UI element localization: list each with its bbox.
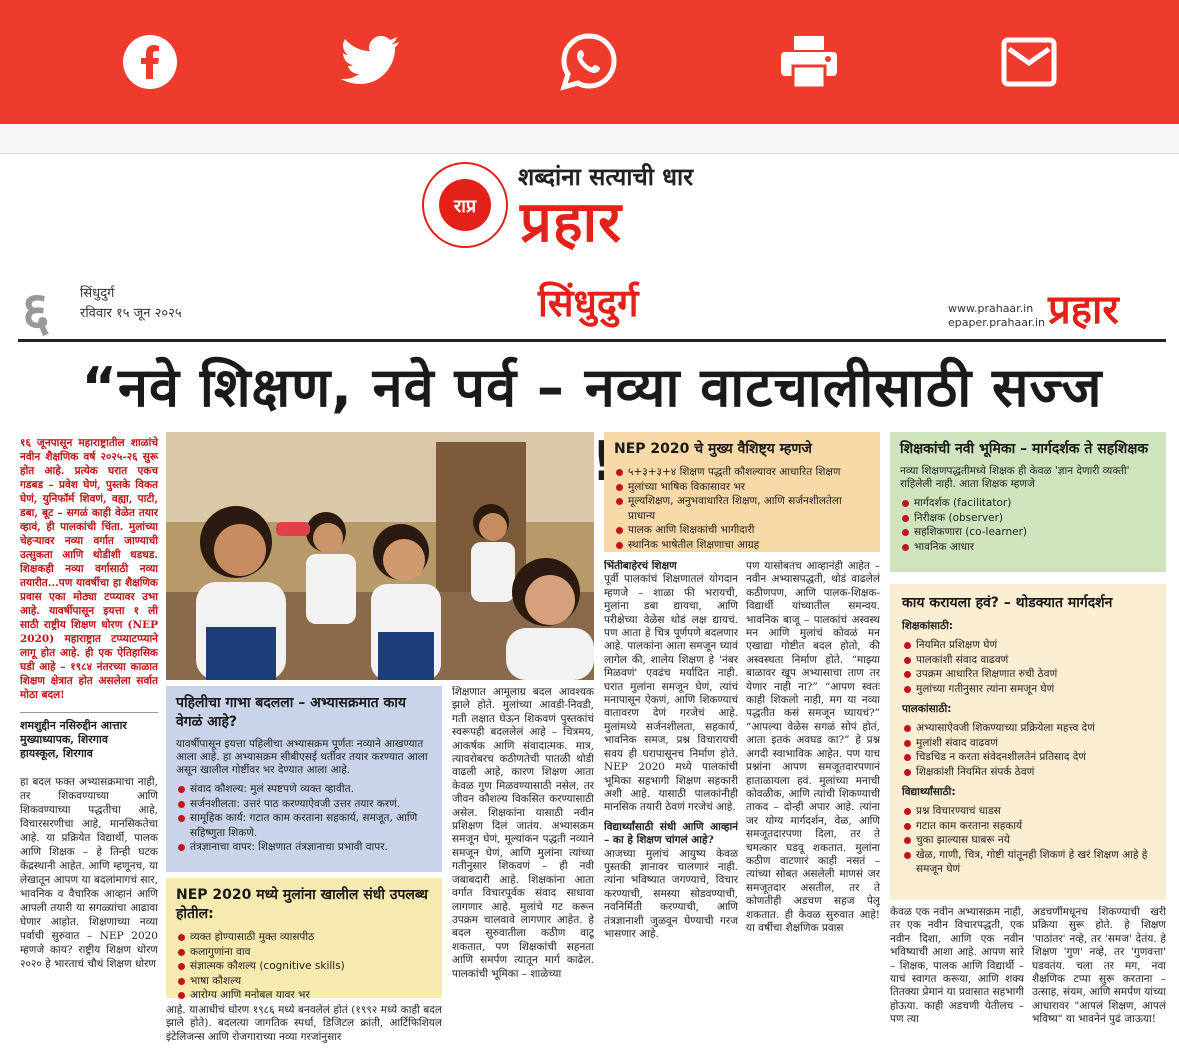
page-header	[18, 272, 1166, 342]
list-item: मुलांच्या गतीनुसार त्यांना समजून घेणं	[902, 682, 1154, 697]
author-name: शमशुद्दीन नसिरुद्दीन आत्तार	[20, 719, 127, 732]
masthead	[420, 160, 780, 255]
share-bar	[0, 0, 1179, 124]
box-text: यावर्षीपासून इयत्ता पहिलीचा अभ्यासक्रम पूर्णतः नव्याने आखण्यात आला आहे. हा अभ्यासक्रम सीबीएसई धर्तीवर तयार करण्यात आला असून खालील गोष्टींवर भर देण्यात आला आहे.	[176, 738, 428, 776]
list-item: खेळ, गाणी, चित्र, गोष्टी यांतूनही शिकणं हे खरं शिक्षण आहे हे समजून घेणं	[902, 848, 1154, 877]
column-b-body-2: आजच्या मुलांचं आयुष्य केवळ पुस्तकी ज्ञानावर चालणारं नाही. त्यांना भविष्यात जगण्याचे, विचार करण्याची, समस्या सोडवण्याची, नवनिर्मिती करण्याची, आणि तंत्रज्ञानाशी जुळवून घेण्याची गरज भासणार आहे.	[604, 847, 738, 940]
list-item: सहशिकणारा (co-learner)	[900, 525, 1156, 540]
list-item: संज्ञात्मक कौशल्य (cognitive skills)	[176, 959, 432, 974]
list-item: मूल्यशिक्षण, अनुभवाधारित शिक्षण, आणि सर्जनशीलतेला प्राधान्य	[614, 494, 870, 523]
left-column	[20, 436, 158, 1053]
list-item: मुलांशी संवाद वाढवणं	[902, 736, 1154, 751]
twitter-icon	[339, 36, 401, 88]
website-links	[948, 302, 1045, 330]
email-share-button[interactable]	[994, 27, 1064, 97]
list-item: भावनिक आधार	[900, 540, 1156, 555]
epaper-link[interactable]: epaper.prahaar.in	[948, 316, 1045, 329]
author-role: मुख्याध्यापक, शिरगाव	[20, 733, 108, 746]
column-text-a: शिक्षणात आमूलाग्र बदल आवश्यक झाले होते. मुलांच्या आवडी-निवडी, गती लक्षात घेऊन शिकवणं पुस्तकांचं स्वरूपही बदललेलं आहे – चित्रमय, आकर्षक आणि संवादात्मक. मात्र, त्यावरोबरच कठीणतेची पातळी थोडी वाढली आहे, कारण शिक्षण आता केवळ गुण मिळवण्यासाठी नसेल, तर जीवन कौशल्य विकसित करण्यासाठी असेल. शिक्षकांना यासाठी नवीन प्रशिक्षण दिलं जातंय. अभ्यासक्रम समजून घेणं, मूल्यांकन पद्धती नव्याने समजून घेणं, आणि मुलांना त्यांच्या गतीनुसार शिकवणं – ही नवी जबाबदारी आहे. शिक्षकांना आता वर्गात विचारपूर्वक संवाद साधावा लागणार आहे. मुलांचे गट करून उपक्रम चालवावे लागणार आहेत. हे बदल सुरुवातीला कठीण वाटू शकतात, पण शिक्षकांची सहनता आणि समर्पण त्यातून मार्ग काढेल. पालकांची भूमिका – शाळेच्या	[452, 686, 594, 980]
page-place: सिंधुदुर्ग	[80, 286, 115, 301]
list-item: शिक्षकांशी नियमित संपर्क ठेवणं	[902, 765, 1154, 780]
classroom-photo	[166, 432, 594, 680]
list-item: नियमित प्रशिक्षण घेणं	[902, 638, 1154, 653]
column-text-b	[604, 560, 738, 1046]
teachers-label: शिक्षकांसाठी:	[902, 620, 954, 632]
column-text-c: पण यासोबतच आव्हानंही आहेत – नवीन अभ्यासपद्धती, थोडं वाढलेलं कठीणपण, आणि पालक-शिक्षक-विद्यार्थी यांच्यातील समन्वय. भावनिक बाजू – पालकांचं अस्वस्थ मन आणि मुलांचं कोवळं मन एखाद्या गोष्टीत बदल होतो, की अस्वस्थता निर्माण होते. “माझ्या बाळावर खूप अभ्यासाचा ताण तर येणार नाही ना?” “आपण स्वतः काही शिकलो नाही, मग या नव्या पद्धतीत कसं समजून घ्यायचं?” “आपल्या वेळेस सगळं सोपं होतं, आता इतकं अवघड का?” हे प्रश्न अगदी स्वाभाविक आहेत. पण याच प्रश्नांना आपण समजूतदारपणानं हाताळायला हवं. मुलांच्या मनाची कोवळीक, आणि त्यांची शिकण्याची ताकद – दोन्ही अपार आहे. त्यांना जर योग्य मार्गदर्शन, वेळ, आणि समजूतदारपणा दिला, तर ते चमत्कार घडवू शकतात. मुलांना कठीण वाटणारं काही नसतं – त्यांच्या सोबत असलेली माणसं जर समजूतदार असतील, तर ते कोणतीही अडचण सहज पेलू शकतात. ही केवळ सुरुवात आहे! या वर्षीचा शैक्षणिक प्रवास	[746, 560, 880, 934]
website-link[interactable]: www.prahaar.in	[948, 302, 1034, 315]
nep-opportunities-box	[166, 878, 442, 1001]
list-item: आरोग्य आणि मनोबल यावर भर	[176, 988, 432, 1003]
students-list	[902, 804, 1154, 877]
twitter-share-button[interactable]	[335, 27, 405, 97]
list-item: पालकांशी संवाद वाढवणं	[902, 653, 1154, 668]
box-title: NEP 2020 चे मुख्य वैशिष्ट्य म्हणजे	[614, 441, 812, 457]
page-date: रविवार १५ जून २०२५	[80, 306, 182, 321]
section-title: सिंधुदुर्ग	[538, 281, 639, 325]
box-title: NEP 2020 मध्ये मुलांना खालील संधी उपलब्ध होतील:	[176, 887, 428, 922]
list-item: सामूहिक कार्य: गटात काम करताना सहकार्य, समजूत, आणि सहिष्णुता शिकणे.	[176, 811, 432, 840]
box-text: नव्या शिक्षणपद्धतीमध्ये शिक्षक ही केवळ 'ज्ञान देणारी व्यक्ती' राहिलेली नाही. आता शिक्षक म्हणजे	[900, 465, 1130, 490]
separator	[0, 124, 1179, 154]
list-item: तंत्रज्ञानाचा वापर: शिक्षणात तंत्रज्ञानाचा प्रभावी वापर.	[176, 840, 432, 855]
list-item: मार्गदर्शक (facilitator)	[900, 496, 1156, 511]
list-item: सर्जनशीलता: उत्तरं पाठ करण्याऐवजी उत्तर तयार करणं.	[176, 797, 432, 812]
print-icon	[779, 34, 839, 90]
teacher-role-box	[890, 432, 1166, 572]
list-item: गटात काम करताना सहकार्य	[902, 819, 1154, 834]
list-item: प्रश्न विचारण्याचं धाडस	[902, 804, 1154, 819]
nep-features-box	[604, 432, 880, 552]
author-school: हायस्कूल, शिरगाव	[20, 747, 93, 760]
guidance-box	[890, 584, 1166, 900]
box-title: काय करायला हवं? – थोडक्यात मार्गदर्शन	[902, 595, 1113, 611]
box-list	[176, 930, 432, 1003]
parents-label: पालकांसाठी:	[902, 703, 952, 715]
children-photo-illustration	[166, 432, 594, 680]
box-title: पहिलीचा गाभा बदलला – अभ्यासक्रमात काय वेगळं आहे?	[176, 695, 406, 730]
print-button[interactable]	[774, 27, 844, 97]
column-b-heading-2: विद्यार्थ्यांसाठी संधी आणि आव्हानं – का हे शिक्षण चांगलं आहे?	[604, 820, 738, 847]
facebook-icon	[121, 33, 179, 91]
whatsapp-icon	[560, 33, 618, 91]
list-item: पालक आणि शिक्षकांची भागीदारी	[614, 523, 870, 538]
list-item: व्यक्त होण्यासाठी मुक्त व्यासपीठ	[176, 930, 432, 945]
list-item: निरीक्षक (observer)	[900, 511, 1156, 526]
rane-prakashan-logo	[420, 160, 510, 250]
list-item: चिडचिड न करता संवेदनशीलतेनं प्रतिसाद देणं	[902, 750, 1154, 765]
column-text-f: आहे. याआधीचं धोरण १९८६ मध्ये बनवलेलं होतं (१९९२ मध्ये काही बदल झाले होते). बदलत्या जागतिक स्पर्धा, डिजिटल क्रांती, आर्टिफिशियल इंटेलिजन्स आणि रोजगाराच्या नव्या गरजांनुसार	[166, 1004, 442, 1043]
author-block	[20, 712, 158, 761]
whatsapp-share-button[interactable]	[554, 27, 624, 97]
box-title: शिक्षकांची नवी भूमिका – मार्गदर्शक ते सहशिक्षक	[900, 441, 1149, 457]
page-meta	[80, 284, 182, 324]
facebook-share-button[interactable]	[115, 27, 185, 97]
column-text-d: केवळ एक नवीन अभ्यासक्रम नाही, तर एक नवीन विचारपद्धती, एक नवीन दिशा, आणि एक नवीन भविष्याची आशा आहे. आपण सारे – शिक्षक, पालक आणि विद्यार्थी – याचं स्वागत करूया, आणि शक्य तितक्या प्रेमानं या प्रवासात सहभागी होऊया. काही अडचणी येतीलच – पण त्या	[890, 906, 1024, 1026]
students-label: विद्यार्थ्यांसाठी:	[902, 786, 956, 798]
box-list	[614, 465, 870, 552]
list-item: उपक्रम आधारित शिक्षणात रुची ठेवणं	[902, 667, 1154, 682]
list-item: ५+३+३+४ शिक्षण पद्धती कौशल्यावर आधारित शिक्षण	[614, 465, 870, 480]
list-item: मुलांच्या भाषिक विकासावर भर	[614, 480, 870, 495]
list-item: स्थानिक भाषेतील शिक्षणाचा आग्रह	[614, 538, 870, 553]
teachers-list	[902, 638, 1154, 696]
page-number: ६	[22, 280, 51, 343]
left-body-text: हा बदल फक्त अभ्यासक्रमाचा नाही, तर शिकवण्याच्या आणि शिकवण्याच्या पद्धतीचा आहे, विचारसरणीचा आहे, मानसिकतेचा आहे. या प्रक्रियेत विद्यार्थी, पालक आणि शिक्षक – हे तिन्ही घटक केंद्रस्थानी आहेत. आणि म्हणूनच, या लेखातून आपण या बदलांमागचं सार, भावनिक व वैचारिक आव्हानं आणि आपली तयारी या सगळ्यांचा आढावा घेणार आहोत. शिक्षणाच्या नव्या पर्वाची सुरुवात – NEP 2020 म्हणजे काय? राष्ट्रीय शिक्षण धोरण २०२० हे भारताचं चौथं शिक्षण धोरण	[20, 776, 158, 970]
list-item: चुका झाल्यास घाबरू नये	[902, 833, 1154, 848]
masthead-tagline: शब्दांना सत्याची धार	[518, 163, 694, 191]
box-list	[900, 496, 1156, 554]
logo-glyph: राप्र	[453, 196, 477, 217]
list-item: भाषा कौशल्य	[176, 974, 432, 989]
list-item: संवाद कौशल्य: मुलं स्पष्टपणे व्यक्त व्हावीत.	[176, 782, 432, 797]
curriculum-change-box	[166, 686, 442, 872]
email-icon	[1001, 37, 1057, 87]
intro-text: १६ जूनपासून महाराष्ट्रातील शाळांचे नवीन शैक्षणिक वर्ष २०२५-२६ सुरू होत आहे. प्रत्येक घरात एकच गडबड – प्रवेश घेणं, पुस्तके विकत घेणं, युनिफॉर्म शिवणं, वह्या, पाटी, डबा, बूट – सगळं काही वेळेत तयार व्हावं, ही पालकांची चिंता. मुलांच्या चेहऱ्यावर नव्या वर्गात जाण्याची उत्सुकता आणि थोडीशी धडधड. शिक्षकही नव्या वर्गासाठी नव्या तयारीत...पण यावर्षीचा हा शैक्षणिक प्रवास एका मोठ्या टप्प्यावर उभा आहे. यावर्षीपासून इयत्ता १ ली साठी राष्ट्रीय शिक्षण धोरण (NEP 2020) महाराष्ट्रात टप्प्याटप्प्याने लागू होत आहे. ही एक ऐतिहासिक घडी आहे – १९८४ नंतरच्या काळात शिक्षण क्षेत्रात होत असलेला सर्वात मोठा बदल!	[20, 437, 158, 701]
masthead-title: प्रहार	[520, 190, 623, 255]
column-b-body: पूर्वी पालकांचं शिक्षणातलं योगदान म्हणजे – शाळा फी भरायची, मुलांना डबा द्यायचा, आणि परीक्षेच्या वेळेस थोडं लक्ष द्यायचं. पण आता हे चित्र पूर्णपणे बदलणार आहे. पालकांना आता समजून घ्यावं लागेल की, शालेय शिक्षण हे 'नंबर मिळवणं' एवढंच मर्यादित नाही. घरात मुलांना समजून घेणं, त्यांचं मनापासून ऐकणं, आणि शिकण्याचं वातावरण देणं गरजेचं आहे. मुलांमध्ये सर्जनशीलता, सहकार्य, भावनिक समज, प्रश्न विचारायची सवय ही घरापासूनच निर्माण होते. NEP 2020 मध्ये पालकांची भूमिका सहभागी शिक्षण सहकारी अशी आहे. यासाठी पालकांनीही मानसिक तयारी ठेवणं गरजेचं आहे.	[604, 573, 738, 814]
parents-list	[902, 721, 1154, 779]
list-item: अभ्यासाऐवजी शिकण्याच्या प्रक्रियेला महत्त्व देणं	[902, 721, 1154, 736]
column-text-e: अडचणींमधूनच शिकण्याची खरी प्रक्रिया सुरू होते. हे शिक्षण 'पाठांतर' नव्हे, तर 'समज' देतंय. हे शिक्षण 'गुण' नव्हे, तर 'गुणवत्ता' घडवतंय. चला तर मग, नवा शैक्षणिक टप्पा सुरू करताना – उत्साह, संयम, आणि समर्पण यांच्या आधारावर "आपलं शिक्षण, आपलं भविष्य" या भावनेनं पुढं जाऊया!	[1032, 906, 1166, 1026]
article-headline: “नवे शिक्षण, नवे पर्व – नव्या वाटचालीसाठी सज्ज	[81, 356, 1103, 419]
box-list	[176, 782, 432, 855]
page-logo: प्रहार	[1048, 287, 1119, 333]
list-item: कलागुणांना वाव	[176, 945, 432, 960]
column-b-heading: भिंतीबाहेरचं शिक्षण	[604, 560, 677, 572]
